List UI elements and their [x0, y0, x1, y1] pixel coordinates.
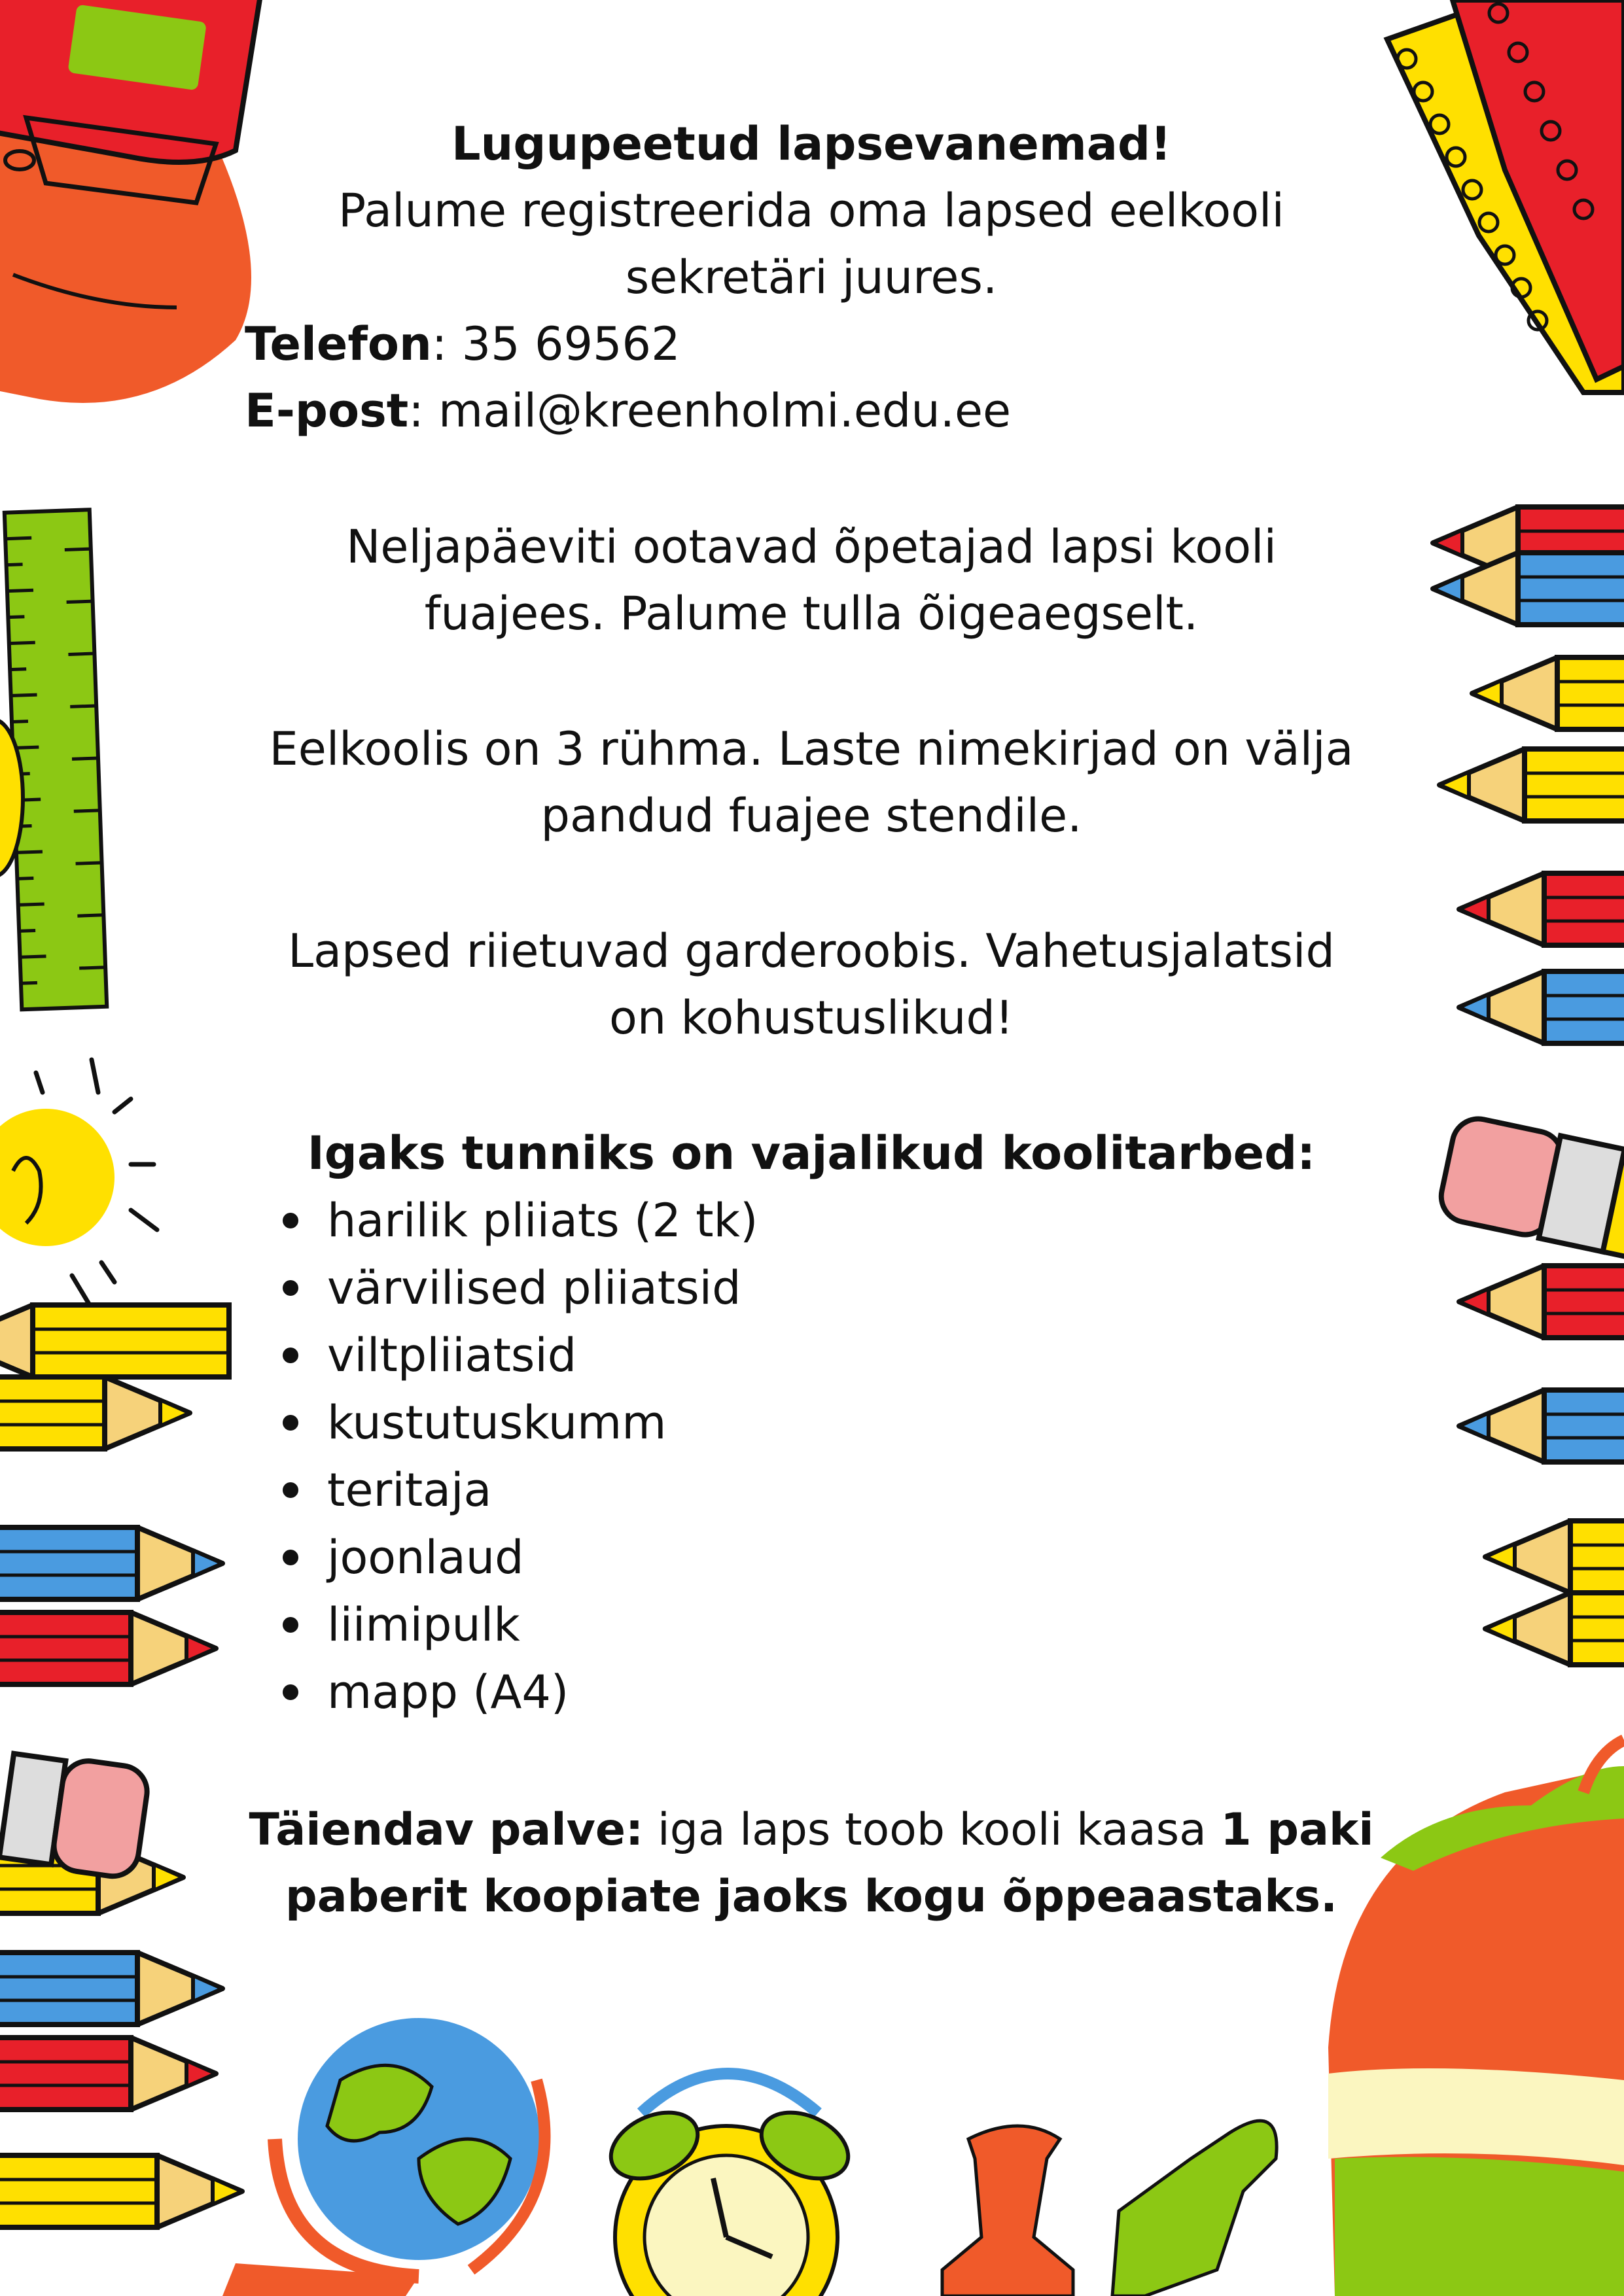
groups-text-cont: pandud fuajee stendile. [540, 789, 1082, 843]
bullet-icon [283, 1684, 298, 1700]
bullet-icon [283, 1415, 298, 1431]
email-line [245, 378, 1011, 444]
groups-text: Eelkoolis on 3 rühma. Laste nimekirjad on välja [269, 722, 1354, 776]
supplies-heading: Igaks tunniks on vajalikud koolitarbed: [307, 1126, 1316, 1180]
request-label: Täiendav palve: [249, 1804, 644, 1856]
request-bold: 1 paki [1220, 1804, 1374, 1856]
bullet-icon [283, 1213, 298, 1228]
bullet-icon [283, 1348, 298, 1363]
list-item: viltpliiatsid [327, 1329, 577, 1382]
bullet-icon [283, 1550, 298, 1565]
phone-value: : 35 69562 [431, 317, 680, 371]
list-item: harilik pliiats (2 tk) [327, 1194, 758, 1247]
register-text-cont: sekretäri juures. [625, 251, 998, 304]
email-value: : mail@kreenholmi.edu.ee [408, 384, 1012, 438]
bullet-icon [283, 1482, 298, 1498]
list-item: liimipulk [327, 1598, 520, 1652]
request-line [249, 1798, 1374, 1863]
phone-line [245, 311, 680, 377]
list-item: värvilised pliiatsid [327, 1261, 741, 1315]
bullet-icon [283, 1617, 298, 1633]
request-line-cont: paberit koopiate jaoks kogu õppeaastaks. [285, 1871, 1337, 1922]
list-item: kustutuskumm [327, 1396, 667, 1450]
thursday-text-cont: fuajees. Palume tulla õigeaegselt. [424, 587, 1199, 640]
wardrobe-text: Lapsed riietuvad garderoobis. Vahetusjalatsid [288, 924, 1335, 978]
bullet-icon [283, 1280, 298, 1296]
wardrobe-text-cont: on kohustuslikud! [609, 991, 1014, 1045]
register-text: Palume registreerida oma lapsed eelkooli [338, 184, 1284, 237]
greeting-heading: Lugupeetud lapsevanemad! [451, 117, 1172, 171]
list-item: joonlaud [327, 1531, 524, 1584]
list-item: teritaja [327, 1463, 492, 1517]
email-label: E-post [245, 384, 409, 438]
request-text: iga laps toob kooli kaasa [643, 1804, 1221, 1856]
phone-label: Telefon [245, 317, 432, 371]
thursday-text: Neljapäeviti ootavad õpetajad lapsi kooli [346, 520, 1277, 574]
list-item: mapp (A4) [327, 1665, 569, 1719]
